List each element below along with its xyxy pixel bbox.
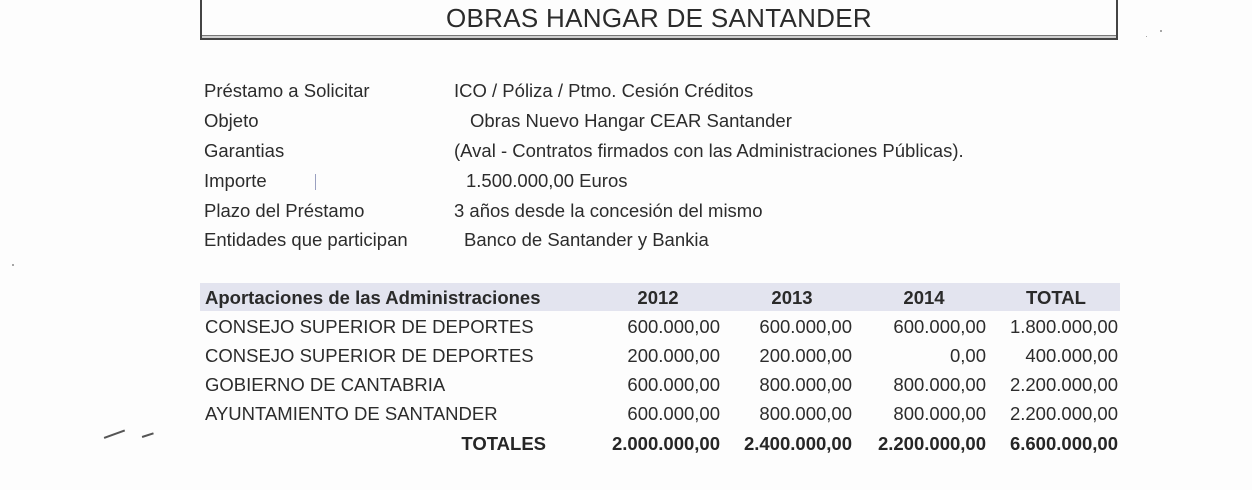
totals-2013: 2.400.000,00 (743, 433, 852, 454)
info-label: Entidades que participan (204, 229, 408, 250)
header-2014: 2014 (903, 287, 945, 308)
row-value-2013: 200.000,00 (759, 345, 852, 366)
info-value: ICO / Póliza / Ptmo. Cesión Créditos (454, 80, 754, 101)
info-value: Obras Nuevo Hangar CEAR Santander (470, 110, 792, 131)
info-label: Préstamo a Solicitar (204, 80, 370, 101)
info-value: 1.500.000,00 Euros (466, 170, 628, 191)
scan-speck (1146, 36, 1147, 37)
row-value-2012: 200.000,00 (627, 345, 720, 366)
pen-stroke (104, 430, 125, 439)
row-value-2014: 800.000,00 (893, 374, 986, 395)
info-value: 3 años desde la concesión del mismo (454, 200, 763, 221)
row-value-total: 2.200.000,00 (1009, 403, 1118, 424)
row-value-2013: 800.000,00 (759, 374, 852, 395)
row-entity: CONSEJO SUPERIOR DE DEPORTES (205, 316, 534, 337)
row-value-2013: 800.000,00 (759, 403, 852, 424)
page-title: OBRAS HANGAR DE SANTANDER (446, 3, 872, 33)
info-label: Garantias (204, 140, 285, 161)
row-entity: AYUNTAMIENTO DE SANTANDER (205, 403, 498, 424)
totals-total: 6.600.000,00 (1009, 433, 1118, 454)
totals-2014: 2.200.000,00 (877, 433, 986, 454)
header-aportaciones: Aportaciones de las Administraciones (205, 287, 541, 308)
scan-speck (1160, 30, 1162, 32)
totals-label: TOTALES (461, 433, 546, 454)
title-box (200, 0, 1118, 40)
pen-stroke (142, 432, 154, 437)
row-value-2014: 800.000,00 (893, 403, 986, 424)
info-label: Plazo del Préstamo (204, 200, 365, 221)
row-value-2013: 600.000,00 (759, 316, 852, 337)
row-value-total: 400.000,00 (1025, 345, 1118, 366)
header-total: TOTAL (1026, 287, 1086, 308)
totals-2012: 2.000.000,00 (611, 433, 720, 454)
row-value-total: 2.200.000,00 (1009, 374, 1118, 395)
header-2012: 2012 (637, 287, 679, 308)
info-value: Banco de Santander y Bankia (464, 229, 709, 250)
row-value-2012: 600.000,00 (627, 403, 720, 424)
info-label: Importe (204, 170, 267, 191)
row-value-2012: 600.000,00 (627, 316, 720, 337)
info-value: (Aval - Contratos firmados con las Administraciones Públicas). (454, 140, 964, 161)
scan-mark (315, 174, 316, 190)
scan-speck (12, 264, 14, 266)
row-entity: CONSEJO SUPERIOR DE DEPORTES (205, 345, 534, 366)
header-2013: 2013 (771, 287, 813, 308)
row-value-2014: 600.000,00 (893, 316, 986, 337)
row-value-2014: 0,00 (949, 345, 986, 366)
row-entity: GOBIERNO DE CANTABRIA (205, 374, 446, 395)
info-label: Objeto (204, 110, 259, 131)
row-value-2012: 600.000,00 (627, 374, 720, 395)
row-value-total: 1.800.000,00 (1009, 316, 1118, 337)
